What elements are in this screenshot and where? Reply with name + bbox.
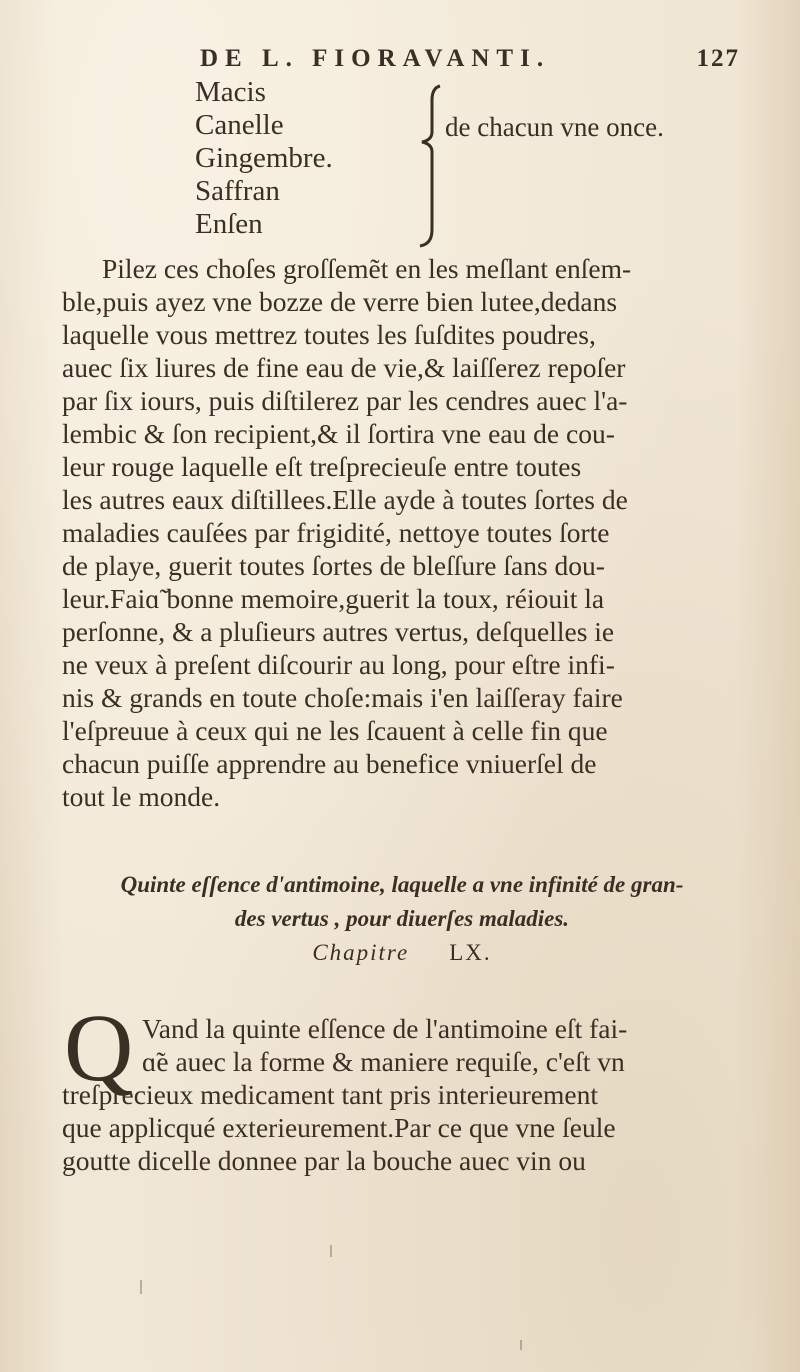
text-line: Vand la quinte eſſence de l'antimoine eſt fai-	[142, 1013, 628, 1044]
chapter-number: LX.	[449, 940, 492, 965]
ingredient-item: Saffran	[195, 175, 280, 207]
text-line: laquelle vous mettrez toutes les ſuſdites poudres,	[62, 319, 596, 350]
paper-speck	[140, 1280, 142, 1294]
recipe-paragraph	[62, 252, 722, 813]
text-line: auec ſix liures de fine eau de vie,& laiſſerez repoſer	[62, 352, 626, 383]
page-number: 127	[696, 45, 740, 72]
text-line: leur.Faiɑ̃ bonne memoire,guerit la toux, réiouit la	[62, 583, 605, 614]
ingredient-names	[195, 76, 333, 241]
text-line: maladies cauſées par frigidité, nettoye toutes ſorte	[62, 517, 610, 548]
paper-speck	[520, 1340, 522, 1350]
text-line: ble,puis ayez vne bozze de verre bien lutee,dedans	[62, 286, 618, 317]
text-line: que applicqué exterieurement.Par ce que vne ſeule	[62, 1112, 616, 1143]
running-head-title: DE L. FIORAVANTI.	[200, 45, 551, 72]
drop-cap: Q	[64, 994, 134, 1101]
chapter-title-line: des vertus , pour diuerſes maladies.	[234, 906, 570, 931]
text-line: ɑ̃e auec la forme & maniere requiſe, c'eſt vn	[142, 1046, 625, 1077]
text-line: de playe, guerit toutes ſortes de bleſſure ſans dou-	[62, 550, 605, 581]
text-line: nis & grands en toute choſe:mais i'en laiſſeray faire	[62, 682, 623, 713]
ingredient-item: Gingembre.	[195, 142, 333, 174]
chapter-title-line: Quinte eſſence d'antimoine, laquelle a vne infinité de gran-	[120, 872, 684, 897]
chapter-paragraph	[62, 1012, 722, 1177]
text-line: treſprecieux medicament tant pris interieurement	[62, 1079, 599, 1110]
text-line: lembic & ſon recipient,& il ſortira vne eau de cou-	[62, 418, 615, 449]
chapter-heading	[62, 868, 742, 970]
text-line: perſonne, & a pluſieurs autres vertus, deſquelles ie	[62, 616, 615, 647]
text-line: goutte dicelle donnee par la bouche auec vin ou	[62, 1145, 586, 1176]
text-line: chacun puiſſe apprendre au benefice vniuerſel de	[62, 748, 597, 779]
chapter-word: Chapitre	[312, 940, 410, 965]
curly-brace-icon	[410, 80, 450, 250]
ingredient-list	[195, 76, 715, 256]
text-line: Pilez ces choſes groſſemẽt en les meſlant enſem-	[102, 253, 632, 284]
text-line: les autres eaux diſtillees.Elle ayde à toutes ſortes de	[62, 484, 628, 515]
quantity-note: de chacun vne once.	[445, 112, 664, 142]
chapter-number-line	[62, 936, 742, 970]
text-line: l'eſpreuue à ceux qui ne les ſcauent à celle fin que	[62, 715, 608, 746]
ingredient-item: Canelle	[195, 109, 284, 141]
ingredient-item: Enſen	[195, 208, 263, 240]
text-line: leur rouge laquelle eſt treſprecieuſe entre toutes	[62, 451, 582, 482]
paper-speck	[330, 1245, 332, 1257]
text-line: ne veux à preſent diſcourir au long, pour eſtre infi-	[62, 649, 615, 680]
text-line: par ſix iours, puis diſtilerez par les cendres auec l'a-	[62, 385, 628, 416]
text-line: tout le monde.	[62, 781, 221, 812]
ingredient-item: Macis	[195, 76, 266, 108]
